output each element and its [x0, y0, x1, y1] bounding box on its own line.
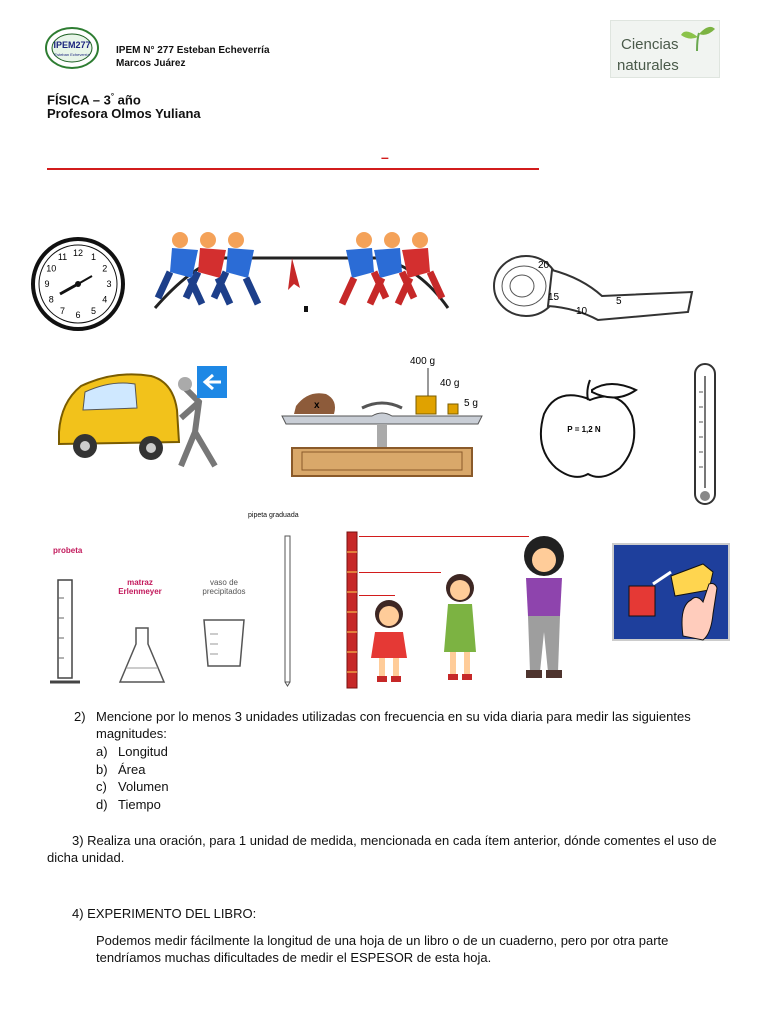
thermometer-illustration [691, 362, 721, 516]
red-divider [47, 168, 539, 170]
apple-illustration [536, 378, 646, 488]
weight-5g: 5 g [464, 398, 478, 409]
ciencias-naturales-badge [610, 20, 720, 78]
q2-number: 2) [74, 709, 86, 724]
clock-illustration [30, 234, 130, 334]
measuring-tape-illustration [492, 248, 692, 328]
tape-mark-15: 15 [548, 292, 560, 303]
badge-line1: Ciencias [621, 36, 679, 53]
q3-line1: 3) Realiza una oración, para 1 unidad de medida, mencionada en cada ítem anterior, dónde comentes el uso de [72, 833, 717, 848]
page-title: FÍSICA – 3° año [47, 92, 141, 108]
school-logo [44, 26, 100, 70]
balance-scale-illustration [282, 350, 482, 480]
q4-line2: tendríamos muchas dificultades de medir el ESPESOR de esta hoja. [96, 950, 492, 965]
q2-item-d: d) Tiempo [96, 797, 161, 812]
q4-line1: Podemos medir fácilmente la longitud de una hoja de un libro o de un cuaderno, pero por otra parte [96, 933, 669, 948]
matraz-illustration [118, 626, 168, 686]
q2-item-a: a) Longitud [96, 744, 168, 759]
logo-text: IPEM277 [53, 40, 91, 50]
q2-item-c: c) Volumen [96, 779, 169, 794]
probeta-illustration [48, 578, 88, 688]
height-line-medium [359, 572, 441, 573]
matraz-label: matraz Erlenmeyer [118, 578, 162, 596]
tug-of-war-illustration [150, 228, 450, 318]
tape-mark-20: 20 [538, 260, 550, 271]
school-name: IPEM N° 277 Esteban Echeverría [116, 45, 270, 56]
q3-line2: dicha unidad. [47, 850, 125, 865]
apple-weight-label: P = 1,2 N [567, 425, 601, 434]
clock-number: 5 [90, 305, 97, 316]
height-line-tall [359, 536, 529, 537]
red-dash: – [381, 149, 389, 165]
teacher-name: Profesora Olmos Yuliana [47, 106, 201, 121]
leaf-icon [677, 23, 717, 53]
clock-number: 10 [46, 263, 57, 274]
school-city: Marcos Juárez [116, 58, 186, 69]
clock-number: 11 [57, 252, 68, 263]
unknown-mass-x: x [314, 400, 320, 411]
clock-number: 8 [48, 294, 54, 305]
badge-line2: naturales [617, 57, 679, 74]
child-tall-illustration [512, 536, 578, 682]
q2-text-line2: magnitudes: [96, 726, 167, 741]
q2-text-line1: Mencione por lo menos 3 unidades utilizadas con frecuencia en su vida diaria para medir las siguientes [96, 709, 691, 724]
vaso-label: vaso de precipitados [202, 578, 246, 596]
clock-number: 12 [72, 248, 84, 258]
clock-number: 1 [90, 252, 97, 263]
tape-mark-5: 5 [616, 296, 622, 307]
clock-number: 2 [102, 263, 108, 274]
measuring-objects-illustration [613, 544, 729, 640]
weight-40g: 40 g [440, 378, 460, 389]
height-ruler-illustration [345, 532, 359, 688]
pipeta-illustration [281, 534, 295, 686]
tape-mark-10: 10 [576, 306, 588, 317]
clock-number: 4 [102, 294, 108, 305]
clock-number: 6 [75, 310, 81, 320]
probeta-label: probeta [53, 546, 83, 555]
child-medium-illustration [436, 572, 486, 684]
car-push-illustration [55, 362, 235, 472]
clock-number: 3 [106, 279, 112, 289]
q2-item-b: b) Área [96, 762, 146, 777]
child-small-illustration [365, 596, 415, 686]
weight-400g: 400 g [410, 356, 436, 367]
clock-number: 7 [59, 305, 66, 316]
pipeta-label: pipeta graduada [248, 512, 299, 519]
clock-number: 9 [44, 279, 50, 289]
vaso-illustration [200, 616, 250, 670]
q4-heading: 4) EXPERIMENTO DEL LIBRO: [72, 906, 257, 921]
logo-subtext: Esteban Echeverría [54, 52, 90, 57]
